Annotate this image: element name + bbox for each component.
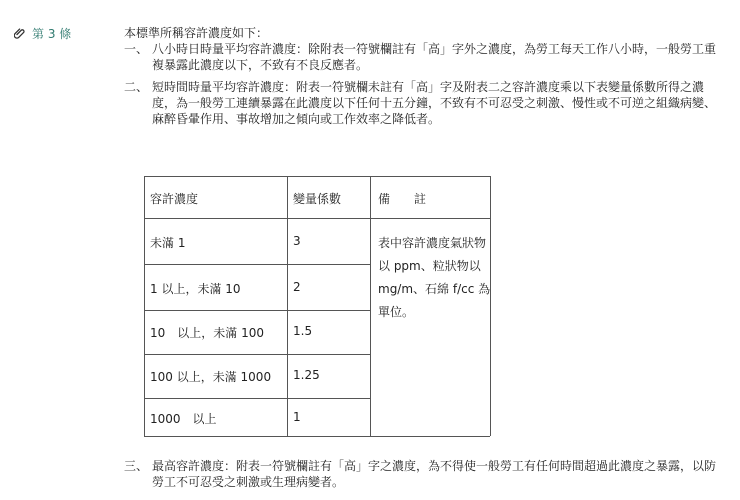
table-remark-line: 表中容許濃度氣狀物	[378, 236, 487, 250]
table-header-concentration: 容許濃度	[150, 192, 199, 206]
table-border	[144, 310, 370, 311]
article-label	[14, 25, 71, 41]
table-cell-coefficient: 1.5	[293, 324, 313, 338]
item-text: 複暴露此濃度以下，不致有不良反應者。	[152, 58, 369, 72]
table-border	[144, 176, 145, 436]
item-number: 三、	[124, 459, 149, 473]
table-cell-concentration: 1000 以上	[150, 412, 217, 426]
table-remark-line: 以 ppm、粒狀物以	[378, 259, 481, 273]
item-text: 勞工不可忍受之刺激或生理病變者。	[152, 475, 345, 489]
table-cell-coefficient: 1	[293, 410, 301, 424]
table-border	[490, 176, 491, 436]
table-remark-line: mg/m、石綿 f/cc 為	[378, 282, 491, 296]
item-2	[124, 79, 724, 127]
table-cell-concentration: 10 以上，未滿 100	[150, 326, 264, 340]
table-border	[144, 436, 490, 437]
table-remark-line: 單位。	[378, 305, 415, 319]
table-border	[287, 176, 288, 436]
table-border	[144, 176, 490, 177]
table-border	[144, 398, 370, 399]
table-border	[144, 264, 370, 265]
intro-text: 本標準所稱容許濃度如下：	[124, 26, 269, 40]
table-header-remark: 備 註	[378, 192, 427, 206]
article-content	[124, 25, 724, 127]
item-text: 麻醉昏暈作用、事故增加之傾向或工作效率之降低者。	[152, 112, 441, 126]
table-border	[144, 218, 490, 219]
table-border	[370, 176, 371, 436]
table-border	[144, 354, 370, 355]
item-text: 短時間時量平均容許濃度：附表一符號欄未註有「高」字及附表二之容許濃度乘以下表變量係數所得之濃	[152, 80, 705, 94]
paperclip-icon	[14, 27, 26, 39]
table-cell-coefficient: 3	[293, 234, 301, 248]
item-1	[124, 41, 724, 73]
article-number: 第 3 條	[32, 26, 72, 41]
table-cell-concentration: 未滿 1	[150, 236, 186, 250]
table-cell-coefficient: 2	[293, 280, 301, 294]
table-cell-coefficient: 1.25	[293, 368, 320, 382]
item-number: 一、	[124, 42, 149, 56]
coefficient-table	[124, 170, 492, 438]
item-number: 二、	[124, 80, 149, 94]
table-header-coefficient: 變量係數	[293, 192, 342, 206]
table-cell-concentration: 100 以上，未滿 1000	[150, 370, 272, 384]
item-text: 八小時日時量平均容許濃度：除附表一符號欄註有「高」字外之濃度，為勞工每天工作八小時，一般勞工重	[152, 42, 717, 56]
item-text: 度，為一般勞工連續暴露在此濃度以下任何十五分鐘，不致有不可忍受之刺激、慢性或不可逆之組織病變、	[152, 96, 717, 110]
item-3	[124, 458, 724, 490]
table-cell-concentration: 1 以上，未滿 10	[150, 282, 241, 296]
item-text: 最高容許濃度：附表一符號欄註有「高」字之濃度，為不得使一般勞工有任何時間超過此濃度之暴露，以防	[152, 459, 717, 473]
